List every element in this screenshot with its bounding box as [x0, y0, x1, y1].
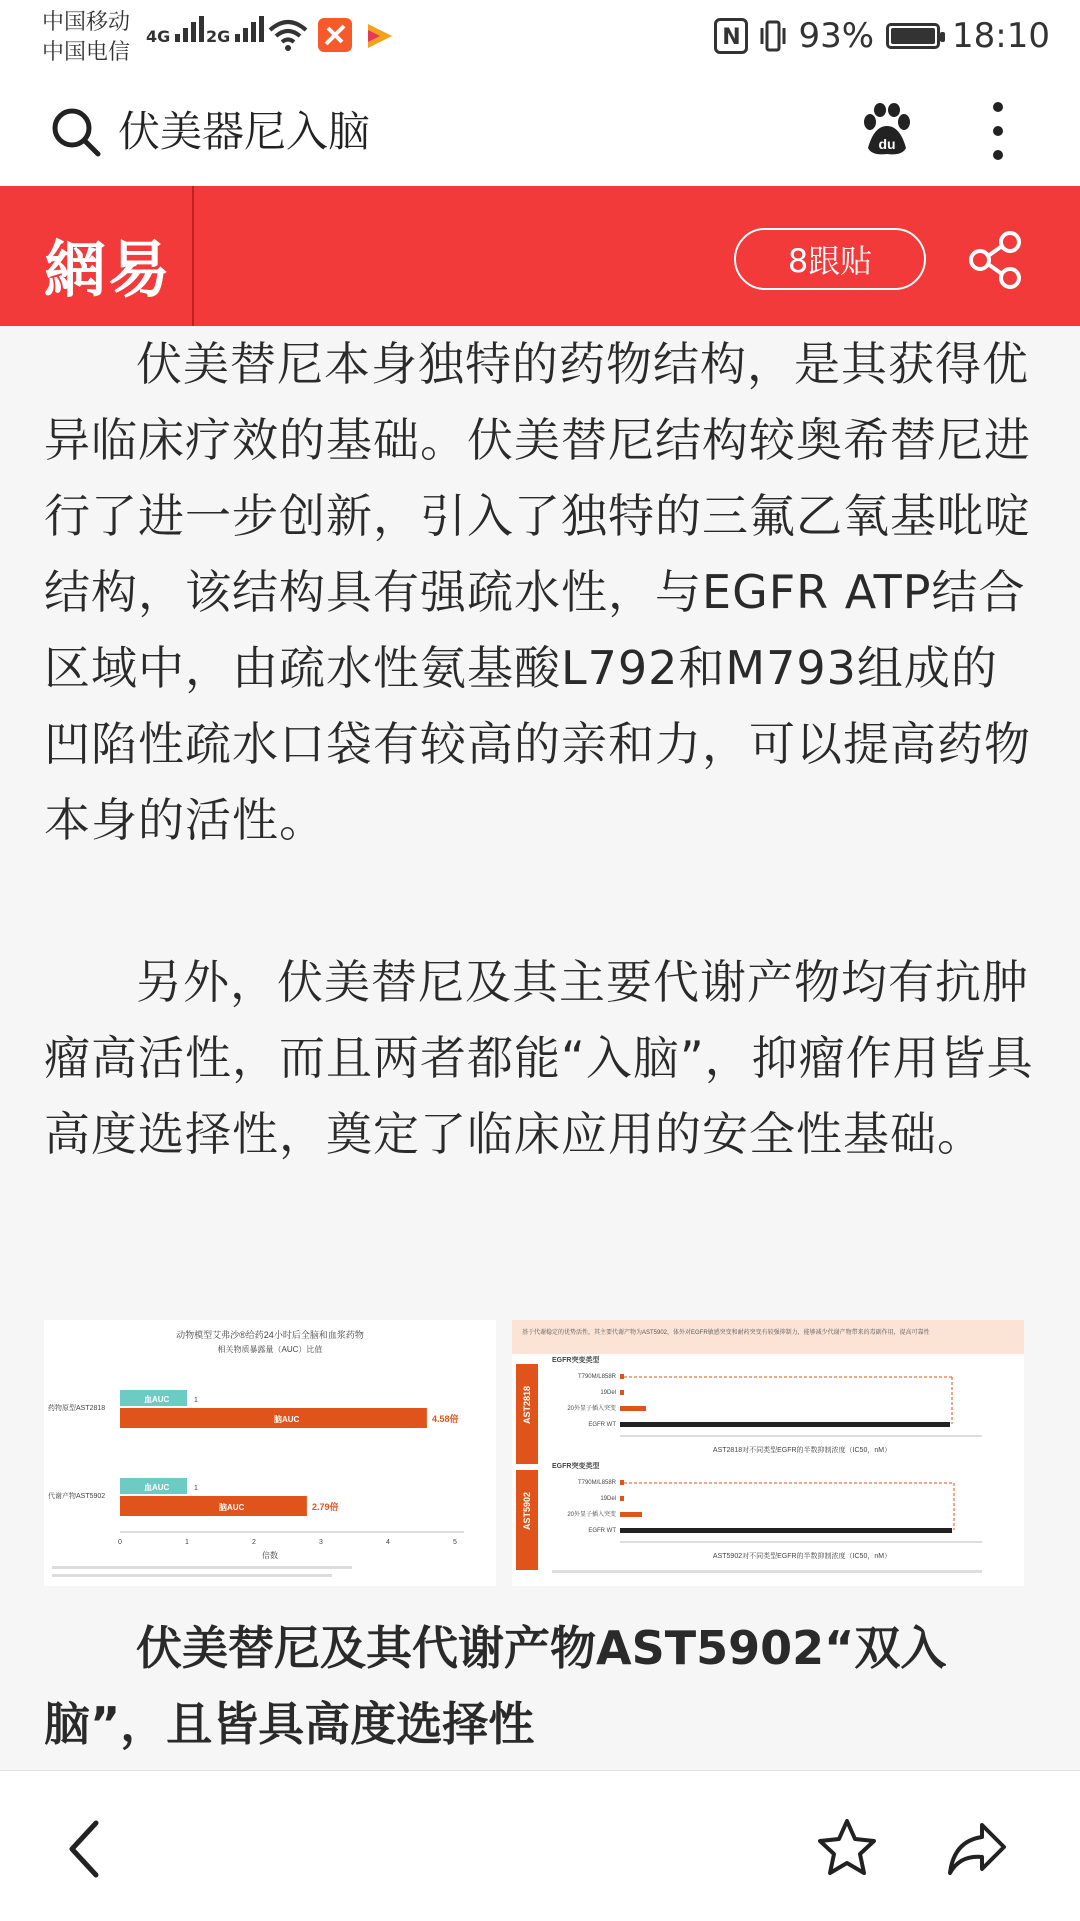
- x-tick-label: 0: [118, 1539, 122, 1546]
- brain-auc-label-2: 脑AUC: [219, 1503, 245, 1512]
- row-label: 20外显子插入突变: [567, 1512, 616, 1518]
- brain-auc-bar-2: [120, 1496, 307, 1516]
- bottom-nav: [0, 1770, 1080, 1921]
- row-label: EGFR WT: [588, 1422, 616, 1428]
- x-tick-label: 2: [252, 1539, 256, 1546]
- carrier-name-2: 中国电信: [42, 40, 131, 65]
- network-type-2: 2G: [206, 27, 231, 46]
- x-tick-label: 3: [319, 1539, 323, 1546]
- chart-subtitle: 相关物质暴露量（AUC）比值: [217, 1345, 323, 1354]
- forward-share-icon[interactable]: [946, 1817, 1008, 1879]
- row-label: 19Del: [600, 1390, 616, 1396]
- figure-note: 基于代谢稳定的优势活性，其主要代谢产物为AST5902，体外对EGFR敏感突变和耐药突变有较强抑制力，能够减少代谢产物带来的毒副作用，提高可靠性: [522, 1330, 930, 1336]
- row-label: T790M/L858R: [577, 1374, 616, 1380]
- section-label-1: AST2818: [522, 1385, 532, 1424]
- search-query[interactable]: 伏美器尼入脑: [118, 107, 371, 156]
- article-figure[interactable]: [44, 1320, 1024, 1586]
- blood-value-label-2: 1: [194, 1485, 198, 1492]
- group2-label: 代谢产物AST5902: [48, 1493, 106, 1500]
- comments-button[interactable]: 8跟贴: [734, 228, 926, 290]
- egfr-title-2: EGFR突变类型: [552, 1463, 600, 1470]
- battery-percent: 93%: [798, 16, 875, 56]
- x-axis-label: 倍数: [262, 1551, 278, 1560]
- video-app-icon: [364, 22, 394, 50]
- ic50-chart: [512, 1320, 1024, 1586]
- section-label-2: AST5902: [522, 1491, 532, 1530]
- status-bar: [0, 0, 1080, 80]
- back-arrow-icon[interactable]: [64, 1819, 104, 1879]
- blood-auc-label-2: 血AUC: [144, 1483, 170, 1492]
- row-label: T790M/L858R: [577, 1480, 616, 1486]
- egfr-title-1: EGFR突变类型: [552, 1357, 600, 1364]
- signal-2g-icon: [206, 16, 267, 46]
- network-type-1: 4G: [146, 27, 171, 46]
- row-label: EGFR WT: [588, 1528, 616, 1534]
- x-tick-label: 4: [386, 1539, 390, 1546]
- nfc-icon: N: [714, 18, 748, 54]
- netease-header: [0, 186, 1080, 326]
- blood-value-label-1: 1: [194, 1397, 198, 1404]
- carrier-name-1: 中国移动: [42, 10, 131, 35]
- clock: 18:10: [952, 16, 1050, 56]
- blood-auc-label-1: 血AUC: [144, 1395, 170, 1404]
- row-label: 19Del: [600, 1496, 616, 1502]
- status-right: [714, 16, 1050, 56]
- carrier-info: [42, 8, 130, 68]
- axis-caption-1: AST2818对不同类型EGFR的半数抑制浓度（IC50，nM）: [712, 1447, 892, 1454]
- x-tick-label: 5: [453, 1539, 457, 1546]
- battery-icon: [886, 23, 940, 49]
- article-subheading: 伏美替尼及其代谢产物AST5902“双入脑”，且皆具高度选择性: [44, 1621, 947, 1751]
- axis-caption-2: AST5902对不同类型EGFR的半数抑制浓度（IC50，nM）: [712, 1553, 892, 1560]
- search-icon[interactable]: [50, 106, 102, 158]
- chart-title: 动物模型艾弗沙®给药24小时后全脑和血浆药物: [176, 1330, 364, 1340]
- article-paragraph-2: 另外，伏美替尼及其主要代谢产物均有抗肿瘤高活性，而且两者都能“入脑”，抑瘤作用皆具高度选择性，奠定了临床应用的安全性基础。: [44, 955, 1034, 1161]
- wifi-icon: [268, 18, 308, 52]
- baidu-paw-icon[interactable]: [858, 102, 914, 158]
- svg-text:du: du: [878, 136, 896, 152]
- article-paragraph-1: 伏美替尼本身独特的药物结构，是其获得优异临床疗效的基础。伏美替尼结构较奥希替尼进行了进一步创新，引入了独特的三氟乙氧基吡啶结构，该结构具有强疏水性，与EGFR ATP结合区域中，由疏水性氨基酸L792和M793组成的凹陷性疏水口袋有较高的亲和力，可以提高药物本身的活性。: [44, 337, 1031, 847]
- group1-label: 药物原型AST2818: [48, 1405, 106, 1412]
- ratio-label-2: 2.79倍: [312, 1502, 339, 1512]
- signal-4g-icon: [146, 16, 207, 46]
- ratio-label-1: 4.58倍: [432, 1414, 459, 1424]
- netease-logo[interactable]: 網易: [44, 233, 173, 306]
- more-options-icon[interactable]: [990, 102, 1006, 162]
- x-tick-label: 1: [185, 1539, 189, 1546]
- auc-ratio-chart: [44, 1320, 496, 1586]
- row-label: 20外显子插入突变: [567, 1406, 616, 1412]
- vibrate-icon: [760, 18, 786, 54]
- header-divider: [192, 186, 194, 326]
- brain-auc-label-1: 脑AUC: [274, 1415, 300, 1424]
- notification-app-icon: [318, 18, 352, 52]
- search-bar: [0, 80, 1080, 187]
- share-icon[interactable]: [966, 230, 1026, 290]
- favorite-star-icon[interactable]: [816, 1817, 878, 1879]
